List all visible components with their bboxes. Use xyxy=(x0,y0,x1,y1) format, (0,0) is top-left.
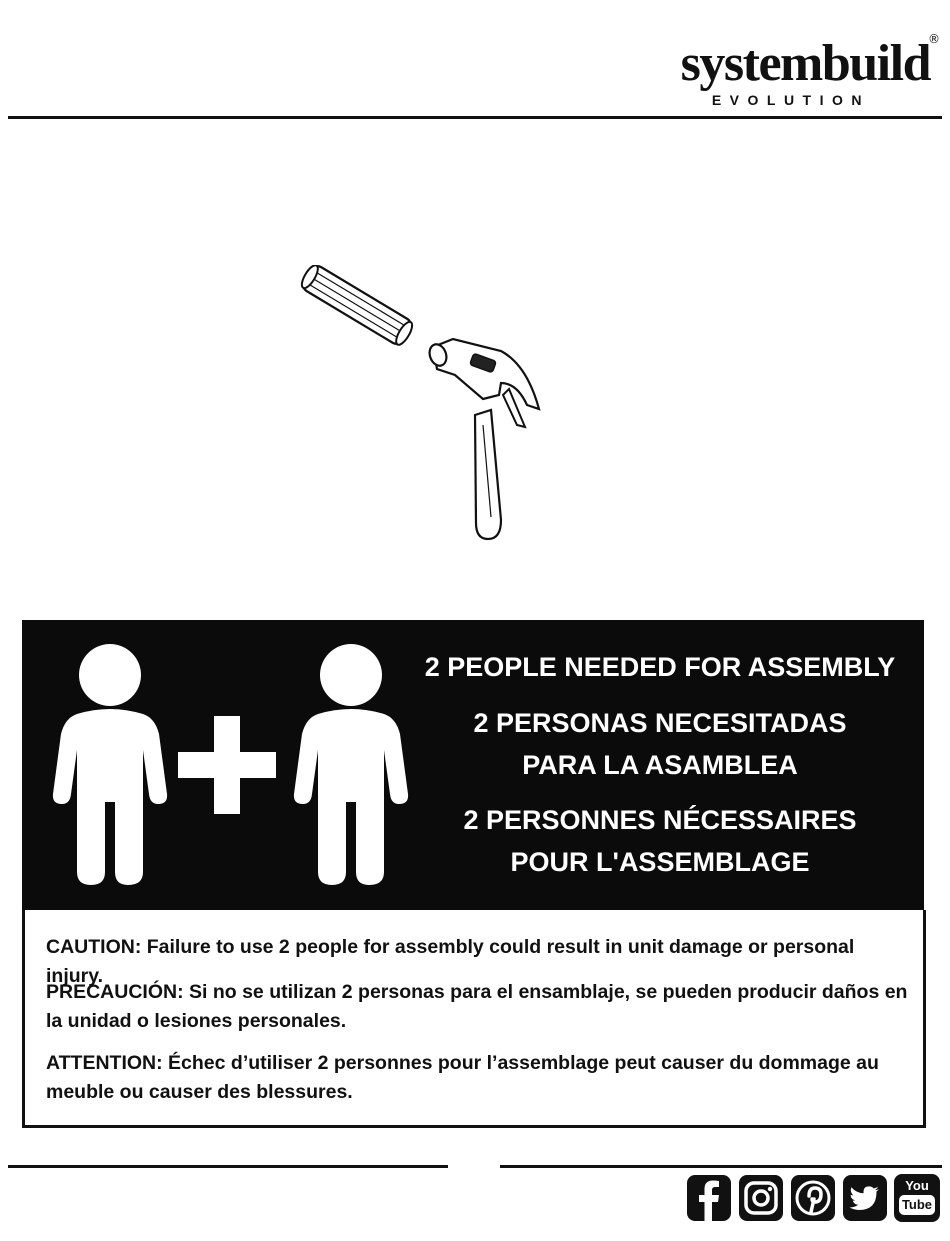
caution-english: CAUTION: Failure to use 2 people for assembly could result in unit damage or personal injury. xyxy=(46,936,855,987)
pinterest-icon[interactable] xyxy=(790,1174,836,1222)
brand-subtitle: EVOLUTION xyxy=(711,92,870,108)
footer-rule-right xyxy=(500,1165,942,1168)
person-icon xyxy=(53,644,167,885)
headline-english: 2 PEOPLE NEEDED FOR ASSEMBLY xyxy=(424,652,896,682)
two-people-graphic xyxy=(45,642,415,892)
caution-french-line1: ATTENTION: Échec d’utiliser 2 personnes pour l’assemblage peut causer du dommage au xyxy=(46,1052,879,1074)
brand-logo: systembuild xyxy=(680,35,930,92)
headline-spanish-line2: PARA LA ASAMBLEA xyxy=(522,750,798,780)
registered-mark: ® xyxy=(928,32,940,46)
caution-spanish-line2: la unidad o lesiones personales. xyxy=(46,1010,347,1032)
headline-french-line2: POUR L'ASSEMBLAGE xyxy=(510,847,810,877)
youtube-word-you: You xyxy=(905,1178,929,1193)
twitter-icon[interactable] xyxy=(842,1174,888,1222)
headline-french-line1: 2 PERSONNES NÉCESSAIRES xyxy=(463,805,857,835)
hammer-dowel-illustration xyxy=(295,265,555,545)
youtube-word-tube: Tube xyxy=(899,1195,935,1215)
instagram-icon[interactable] xyxy=(738,1174,784,1222)
hammer-icon xyxy=(427,339,539,539)
caution-spanish-line1: PRECAUCIÓN: Si no se utilizan 2 personas para el ensamblaje, se pueden producir daños en xyxy=(46,981,908,1003)
plus-icon xyxy=(178,716,276,814)
facebook-icon[interactable] xyxy=(686,1174,732,1222)
youtube-icon[interactable] xyxy=(894,1174,940,1222)
header-rule xyxy=(8,116,942,119)
caution-french-line2: meuble ou causer des blessures. xyxy=(46,1081,353,1103)
person-icon xyxy=(294,644,408,885)
headline-spanish-line1: 2 PERSONAS NECESITADAS xyxy=(473,708,847,738)
footer-rule-left xyxy=(8,1165,448,1168)
wood-dowel-icon xyxy=(298,265,415,348)
